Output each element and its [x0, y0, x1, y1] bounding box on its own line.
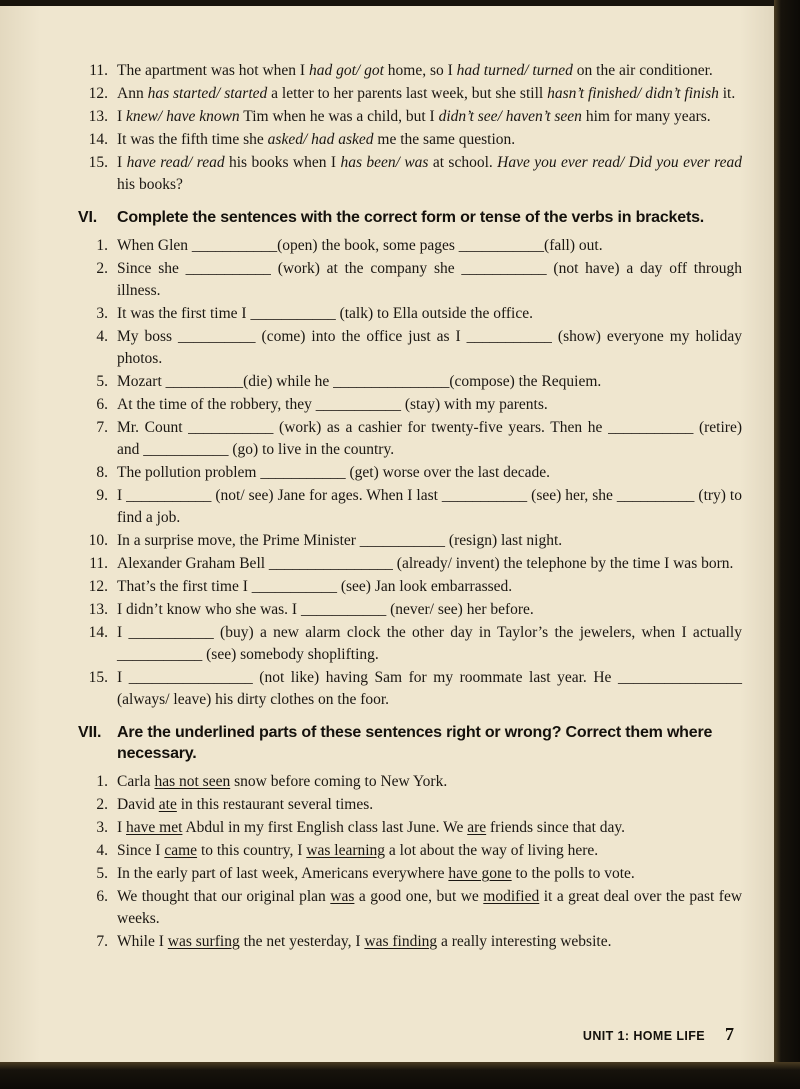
item-number: 5.: [96, 865, 108, 882]
item-text-segment: I ___________ (buy) a new alarm clock the other day in Taylor’s the jewelers, when I actually ___________ (see) somebody shoplifting.: [117, 624, 742, 663]
item-text-segment: Alexander Graham Bell ________________ (already/ invent) the telephone by the time I was born.: [117, 555, 734, 572]
exercise-item: [78, 152, 742, 196]
item-text-segment: at school.: [428, 154, 498, 171]
exercise-item: [78, 235, 742, 257]
item-text-segment: has not seen: [154, 773, 231, 790]
item-text-segment: I: [117, 819, 127, 836]
item-number: 15.: [88, 154, 108, 171]
item-text-segment: Ann: [117, 85, 148, 102]
item-text-segment: me the same question.: [373, 131, 516, 148]
item-text: [117, 371, 742, 393]
item-text: [117, 863, 742, 885]
section-title: Are the underlined parts of these sentences right or wrong? Correct them where necessary.: [117, 724, 713, 762]
exercise-item: [78, 326, 742, 370]
exercise-item: [78, 106, 742, 128]
item-number: 9.: [96, 487, 108, 504]
page-content: [78, 60, 742, 954]
item-text-segment: Carla: [117, 773, 155, 790]
item-text-segment: was finding: [364, 933, 438, 950]
item-text-segment: modified: [483, 888, 540, 905]
item-text: [117, 394, 742, 416]
item-text: [117, 303, 742, 325]
item-number: 2.: [96, 796, 108, 813]
item-text-segment: his books?: [117, 176, 183, 193]
item-number: 7.: [96, 419, 108, 436]
item-number: 10.: [88, 532, 108, 549]
item-number: 4.: [96, 328, 108, 345]
item-text-segment: While I: [117, 933, 168, 950]
item-text: [117, 530, 742, 552]
item-text: [117, 931, 742, 953]
item-number: 14.: [88, 131, 108, 148]
exercise-item: [78, 931, 742, 953]
page-footer: [583, 1024, 734, 1045]
exercise-item: [78, 129, 742, 151]
item-text-segment: At the time of the robbery, they ___________ (stay) with my parents.: [117, 396, 548, 413]
item-number: 3.: [96, 819, 108, 836]
item-number: 11.: [89, 555, 108, 572]
section-number: VII.: [78, 724, 102, 741]
exercise-item: [78, 840, 742, 862]
exercise-item: [78, 394, 742, 416]
item-text-segment: ate: [158, 796, 177, 813]
item-text: [117, 83, 742, 105]
item-text: [117, 667, 742, 711]
item-text-segment: David: [117, 796, 159, 813]
item-text-segment: didn’t see/ haven’t seen: [438, 108, 582, 125]
exercise-item: [78, 462, 742, 484]
scan-edge-top: [0, 0, 800, 6]
item-text-segment: knew/ have known: [126, 108, 240, 125]
item-text-segment: Since she ___________ (work) at the company she ___________ (not have) a day off through illness.: [117, 260, 742, 299]
item-number: 12.: [88, 578, 108, 595]
item-text-segment: In the early part of last week, Americans everywhere: [117, 865, 449, 882]
item-text-segment: snow before coming to New York.: [230, 773, 448, 790]
item-number: 7.: [96, 933, 108, 950]
exercise-item: [78, 817, 742, 839]
item-text-segment: was: [330, 888, 355, 905]
exercise-item: [78, 83, 742, 105]
item-number: 6.: [96, 888, 108, 905]
item-text-segment: had got/ got: [308, 62, 384, 79]
exercise-item: [78, 530, 742, 552]
item-text: [117, 553, 742, 575]
item-text-segment: on the air conditioner.: [572, 62, 713, 79]
item-text-segment: his books when I: [224, 154, 341, 171]
exercise-item: [78, 371, 742, 393]
item-text: [117, 152, 742, 196]
item-text-segment: was learning: [306, 842, 386, 859]
exercise-item: [78, 576, 742, 598]
item-text-segment: has been/ was: [340, 154, 429, 171]
exercise-item: [78, 863, 742, 885]
item-number: 15.: [88, 669, 108, 686]
item-text-segment: it a great deal over the past few weeks.: [117, 888, 743, 927]
item-text-segment: had turned/ turned: [456, 62, 573, 79]
item-number: 5.: [96, 373, 108, 390]
item-text-segment: Tim when he was a child, but I: [239, 108, 439, 125]
item-text-segment: in this restaurant several times.: [176, 796, 374, 813]
item-text-segment: I ________________ (not like) having Sam for my roommate last year. He ________________ (always/ leave) his dirty clothes on the foor.: [117, 669, 742, 708]
item-text-segment: hasn’t finished/ didn’t finish: [547, 85, 719, 102]
item-text: [117, 462, 742, 484]
item-text-segment: a letter to her parents last week, but she still: [267, 85, 548, 102]
item-number: 8.: [96, 464, 108, 481]
item-text: [117, 794, 742, 816]
page-number: 7: [725, 1024, 734, 1044]
item-text-segment: are: [467, 819, 487, 836]
item-text-segment: the net yesterday, I: [239, 933, 365, 950]
item-text-segment: I: [117, 108, 127, 125]
item-text-segment: have read/ read: [126, 154, 225, 171]
exercise-item: [78, 553, 742, 575]
unit-label: UNIT 1: HOME LIFE: [582, 1029, 705, 1043]
item-number: 11.: [89, 62, 108, 79]
item-text-segment: I ___________ (not/ see) Jane for ages. When I last ___________ (see) her, she __________ (try) to find a job.: [117, 487, 742, 526]
item-text-segment: a lot about the way of living here.: [385, 842, 599, 859]
scan-edge-right: [774, 0, 800, 1089]
item-text: [117, 840, 742, 862]
item-number: 3.: [96, 305, 108, 322]
item-text-segment: Mozart __________(die) while he _______________(compose) the Requiem.: [117, 373, 602, 390]
item-text-segment: has started/ started: [147, 85, 268, 102]
item-text: [117, 485, 742, 529]
item-text-segment: a really interesting website.: [437, 933, 612, 950]
item-number: 12.: [88, 85, 108, 102]
item-text-segment: friends since that day.: [486, 819, 626, 836]
section-title: Complete the sentences with the correct form or tense of the verbs in brackets.: [117, 209, 705, 226]
item-number: 4.: [96, 842, 108, 859]
item-text-segment: I: [117, 154, 127, 171]
item-text-segment: The apartment was hot when I: [117, 62, 309, 79]
item-text: [117, 817, 742, 839]
item-text: [117, 886, 742, 930]
item-text-segment: came: [164, 842, 198, 859]
item-text-segment: My boss __________ (come) into the office just as I ___________ (show) everyone my holiday photos.: [117, 328, 742, 367]
item-text-segment: a good one, but we: [354, 888, 484, 905]
exercise-item: [78, 771, 742, 793]
section-number: VI.: [78, 209, 97, 226]
item-text-segment: it.: [718, 85, 736, 102]
exercise-item: [78, 485, 742, 529]
item-text-segment: home, so I: [383, 62, 457, 79]
item-number: 1.: [96, 237, 108, 254]
item-number: 14.: [88, 624, 108, 641]
item-number: 1.: [96, 773, 108, 790]
item-text-segment: have met: [126, 819, 183, 836]
item-text-segment: have gone: [448, 865, 512, 882]
item-number: 13.: [88, 108, 108, 125]
item-text: [117, 417, 742, 461]
exercise-item: [78, 794, 742, 816]
item-text-segment: I didn’t know who she was. I ___________ (never/ see) her before.: [117, 601, 534, 618]
item-text-segment: We thought that our original plan: [117, 888, 331, 905]
item-text-segment: It was the fifth time she: [117, 131, 268, 148]
item-text-segment: It was the first time I ___________ (talk) to Ella outside the office.: [117, 305, 533, 322]
exercise-item: [78, 599, 742, 621]
item-number: 13.: [88, 601, 108, 618]
item-text: [117, 771, 742, 793]
item-text: [117, 60, 742, 82]
exercise-item: [78, 417, 742, 461]
exercise-item: [78, 667, 742, 711]
item-text: [117, 129, 742, 151]
item-text: [117, 326, 742, 370]
item-text: [117, 235, 742, 257]
item-text-segment: was surfing: [167, 933, 240, 950]
exercise-item: [78, 258, 742, 302]
section-vii-heading: [78, 722, 742, 764]
exercise-item: [78, 886, 742, 930]
item-text-segment: Mr. Count ___________ (work) as a cashier for twenty-five years. Then he ___________ (retire) and ___________ (go) to live in the country.: [117, 419, 742, 458]
item-text-segment: asked/ had asked: [267, 131, 374, 148]
item-text-segment: Abdul in my first English class last June. We: [182, 819, 468, 836]
item-text-segment: to the polls to vote.: [511, 865, 635, 882]
item-text-segment: Have you ever read/ Did you ever read: [497, 154, 742, 171]
exercise-item: [78, 303, 742, 325]
item-text: [117, 106, 742, 128]
item-text: [117, 599, 742, 621]
item-text: [117, 258, 742, 302]
item-text-segment: That’s the first time I ___________ (see) Jan look embarrassed.: [117, 578, 513, 595]
item-text-segment: Since I: [117, 842, 165, 859]
item-number: 2.: [96, 260, 108, 277]
exercise-item: [78, 622, 742, 666]
scan-edge-bottom: [0, 1062, 800, 1089]
item-text-segment: to this country, I: [197, 842, 307, 859]
exercise-item: [78, 60, 742, 82]
item-text: [117, 576, 742, 598]
item-number: 6.: [96, 396, 108, 413]
item-text: [117, 622, 742, 666]
item-text-segment: The pollution problem ___________ (get) worse over the last decade.: [117, 464, 551, 481]
item-text-segment: him for many years.: [581, 108, 711, 125]
item-text-segment: In a surprise move, the Prime Minister ___________ (resign) last night.: [117, 532, 563, 549]
section-vi-heading: [78, 207, 742, 228]
item-text-segment: When Glen ___________(open) the book, some pages ___________(fall) out.: [117, 237, 603, 254]
